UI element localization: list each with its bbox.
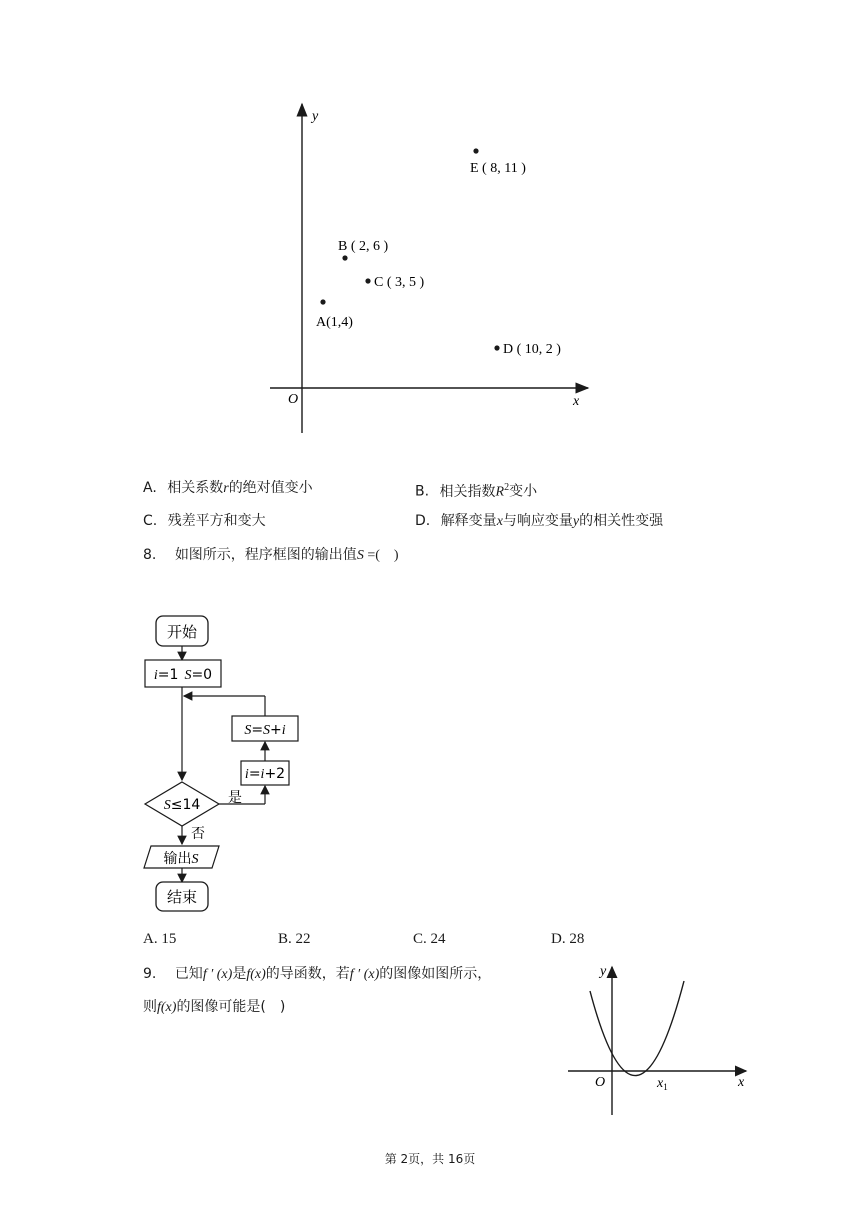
q8-stem	[143, 545, 399, 566]
q9-stem-line2	[143, 997, 285, 1018]
expr-fprime: f ′ (x)	[202, 967, 233, 982]
q7-option-a[interactable]	[143, 478, 313, 499]
point-E-label: E ( 8, 11 )	[470, 161, 526, 176]
derivative-graph	[560, 955, 760, 1120]
parabola-curve	[590, 981, 684, 1076]
option-letter: A.	[143, 931, 158, 947]
var-x: x	[496, 514, 503, 529]
page-footer: 第 2页，共 16页	[384, 1152, 476, 1166]
origin-label: O	[595, 1075, 606, 1090]
point-A-label: A(1,4)	[316, 315, 353, 330]
point-C-label: C ( 3, 5 )	[374, 275, 425, 290]
sup-2: 2	[504, 482, 510, 493]
option-text: 相关系数	[167, 480, 224, 496]
option-letter: D.	[551, 931, 566, 947]
option-value: 24	[430, 931, 446, 947]
flowchart	[0, 600, 320, 920]
var-r: r	[223, 481, 229, 496]
option-text: 相关指数	[439, 483, 496, 500]
stem-text: 的导函数，若	[265, 966, 350, 982]
option-text: 残差平方和变大	[167, 513, 266, 529]
scatter-figure	[0, 0, 860, 450]
option-letter: D.	[415, 513, 431, 529]
expr-f: f(x)	[157, 1000, 177, 1015]
point-B-label: B ( 2, 6 )	[338, 239, 389, 254]
stem-text: 的图像如图所示，	[379, 966, 492, 982]
q7-option-d[interactable]	[415, 511, 663, 532]
stem-text: 已知	[174, 966, 203, 982]
var-S: S	[356, 548, 364, 563]
point-B	[342, 255, 347, 260]
y-axis-label: y	[312, 109, 319, 124]
increment-text: i=i+2	[244, 766, 286, 782]
q8-option-b[interactable]	[278, 929, 311, 949]
stem-text: 的图像可能是( )	[176, 999, 286, 1015]
q7-option-b[interactable]	[415, 478, 537, 503]
option-letter: B.	[415, 483, 430, 500]
option-letter: B.	[278, 931, 292, 947]
option-letter: C.	[413, 931, 427, 947]
option-value: 15	[161, 931, 177, 947]
q8-option-c[interactable]	[413, 929, 446, 949]
point-D	[494, 345, 499, 350]
stem-text: 是	[232, 966, 247, 982]
x-axis-label: x	[573, 394, 580, 409]
init-text: i=1 S=0	[153, 667, 213, 683]
root-label: $x_1$	[657, 1076, 668, 1092]
stem-text: 则	[143, 999, 157, 1015]
yes-label: 是	[228, 790, 242, 806]
origin-label: O	[288, 392, 299, 407]
option-letter: A.	[143, 480, 157, 496]
option-text: 与响应变量	[502, 513, 573, 529]
option-letter: C.	[143, 513, 158, 529]
option-value: 28	[569, 931, 585, 947]
option-text: 的相关性变强	[579, 513, 664, 529]
no-label: 否	[191, 826, 205, 842]
expr-fprime: f ′ (x)	[349, 967, 380, 982]
question-number: 8.	[143, 547, 157, 563]
x-axis-label: x	[738, 1075, 745, 1090]
option-text: 变小	[509, 483, 538, 500]
end-label: 结束	[166, 888, 198, 906]
q8-option-d[interactable]	[551, 929, 584, 949]
start-label: 开始	[166, 623, 198, 641]
question-number: 9.	[143, 966, 157, 982]
y-axis-label: y	[600, 964, 607, 979]
q8-option-a[interactable]	[143, 929, 176, 949]
point-D-label: D ( 10, 2 )	[503, 342, 561, 357]
option-text: 的绝对值变小	[228, 480, 313, 496]
accumulate-text: S=S+i	[244, 722, 286, 738]
var-R: R	[495, 484, 505, 500]
point-C	[365, 278, 370, 283]
var-y: y	[572, 514, 580, 529]
option-value: 22	[295, 931, 311, 947]
stem-text: 如图所示，程序框图的输出值	[174, 547, 357, 563]
q9-stem-line1	[143, 964, 491, 985]
expr-f: f(x)	[246, 967, 266, 982]
option-text: 解释变量	[440, 513, 497, 529]
output-text: 输出S	[163, 851, 199, 867]
stem-bracket: =( )	[363, 548, 399, 563]
point-E	[473, 148, 478, 153]
q7-option-c[interactable]	[143, 511, 266, 531]
condition-text: S≤14	[163, 797, 201, 813]
point-A	[320, 299, 325, 304]
